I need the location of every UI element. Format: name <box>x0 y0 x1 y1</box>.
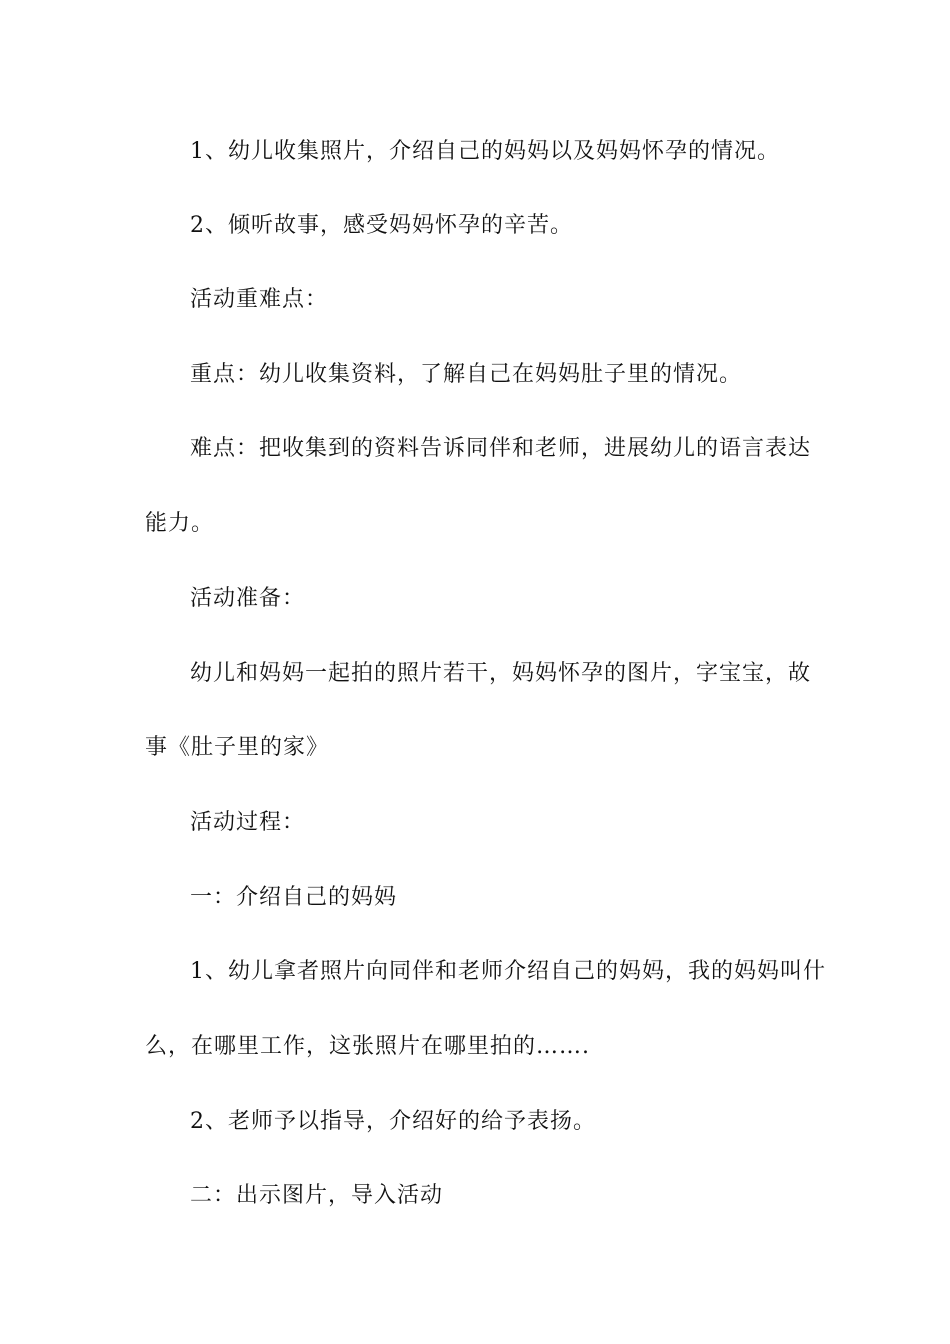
text-line: 1、幼儿拿者照片向同伴和老师介绍自己的妈妈，我的妈妈叫什 <box>190 959 826 984</box>
text-line-continuation: 么，在哪里工作，这张照片在哪里拍的……. <box>145 1034 590 1059</box>
subsection-heading: 二：出示图片，导入活动 <box>190 1183 444 1208</box>
text-line: 重点：幼儿收集资料，了解自己在妈妈肚子里的情况。 <box>190 362 743 387</box>
text-line: 1、幼儿收集照片，介绍自己的妈妈以及妈妈怀孕的情况。 <box>190 139 780 164</box>
text-line: 幼儿和妈妈一起拍的照片若干，妈妈怀孕的图片，字宝宝，故 <box>190 661 812 686</box>
text-line-continuation: 事《肚子里的家》 <box>145 735 330 760</box>
text-line: 2、老师予以指导，介绍好的给予表扬。 <box>190 1109 596 1134</box>
section-heading: 活动过程： <box>190 810 306 835</box>
section-heading: 活动重难点： <box>190 287 329 312</box>
text-line: 难点：把收集到的资料告诉同伴和老师，进展幼儿的语言表达 <box>190 436 812 461</box>
text-line: 2、倾听故事，感受妈妈怀孕的辛苦。 <box>190 213 573 238</box>
text-line-continuation: 能力。 <box>145 511 215 536</box>
section-heading: 活动准备： <box>190 586 306 611</box>
subsection-heading: 一：介绍自己的妈妈 <box>190 885 398 910</box>
